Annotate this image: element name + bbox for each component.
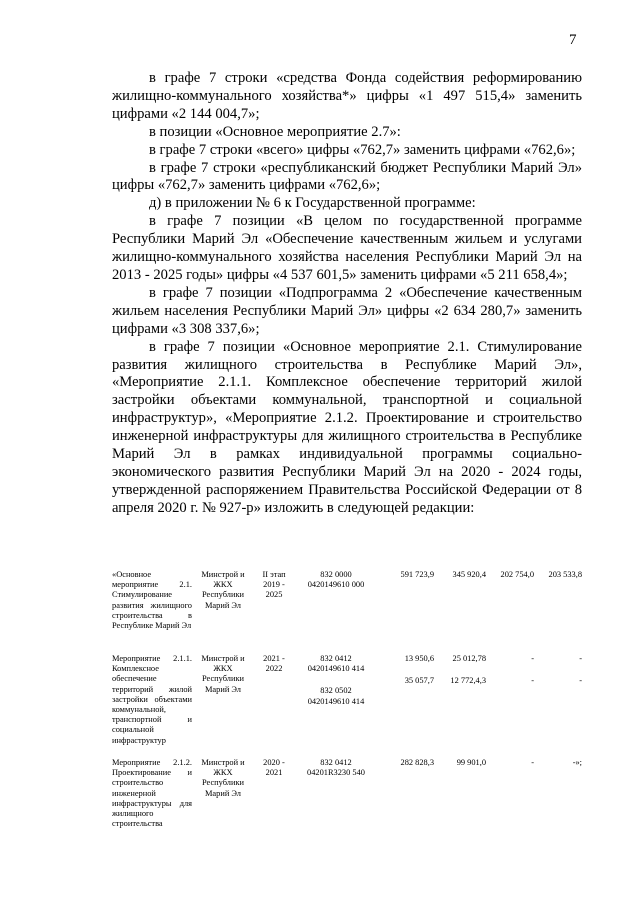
table-cell-executor: Минстрой и ЖКХ Республики Марий Эл xyxy=(201,758,245,798)
table-cell-value: -»; xyxy=(572,758,582,767)
table-row xyxy=(112,570,582,654)
paragraph: в графе 7 строки «республиканский бюджет Республики Марий Эл» цифры «762,7» заменить цифрами «762,6»; xyxy=(112,159,582,194)
value: - xyxy=(579,654,582,663)
paragraph: в графе 7 позиции «В целом по государственной программе Республики Марий Эл «Обеспечение качественным жильем и услугами жилищно-коммунального хозяйства населения Республики Марий Эл на 2013 - 2025 годы» цифры «4 537 601,5» заменить цифрами «5 211 658,4»; xyxy=(112,213,582,283)
table-cell-executor: Минстрой и ЖКХ Республики Марий Эл xyxy=(201,654,245,694)
table-cell-value xyxy=(534,654,582,686)
table-cell-value: 345 920,4 xyxy=(452,570,486,579)
paragraph: в графе 7 строки «всего» цифры «762,7» заменить цифрами «762,6»; xyxy=(149,141,576,158)
paragraph: в графе 7 позиции «Подпрограмма 2 «Обеспечение качественным жильем населения Республики Марий Эл» цифры «2 634 280,7» заменить цифрами «3 308 337,6»; xyxy=(112,284,582,337)
budget-code: 832 0412 xyxy=(320,758,352,767)
table-cell-value: 203 533,8 xyxy=(548,570,582,579)
value: 25 012,78 xyxy=(452,654,486,663)
funding-table xyxy=(112,570,582,834)
table-cell-period: 2020 - 2021 xyxy=(263,758,285,778)
table-cell-code xyxy=(294,570,378,590)
table-cell-value: 99 901,0 xyxy=(456,758,486,767)
table-cell-value: 202 754,0 xyxy=(500,570,534,579)
table-cell-period: II этап 2019 - 2025 xyxy=(262,570,286,600)
table-cell-value: 591 723,9 xyxy=(400,570,434,579)
table-cell-executor: Минстрой и ЖКХ Республики Марий Эл xyxy=(201,570,245,610)
budget-code-detail: 0420149610 414 xyxy=(307,664,365,674)
budget-code: 832 0412 xyxy=(320,654,352,663)
value: - xyxy=(579,676,582,686)
table-cell-name: Мероприятие 2.1.1. Комплексное обеспечение территорий жилой застройки объектами коммунальной, транспортной и социальной инфраструктур xyxy=(112,654,192,745)
table-cell-value xyxy=(378,654,434,686)
table-cell-code xyxy=(294,758,378,778)
table-cell-name: Мероприятие 2.1.2. Проектирование и строительство инженерной инфраструктуры для жилищного строительства xyxy=(112,758,192,829)
budget-code-detail: 0420149610 414 xyxy=(307,696,365,706)
document-body xyxy=(112,70,582,518)
table-cell-period: 2021 - 2022 xyxy=(263,654,285,674)
paragraph: в позиции «Основное мероприятие 2.7»: xyxy=(149,123,401,140)
paragraph: д) в приложении № 6 к Государственной программе: xyxy=(149,195,476,212)
value: - xyxy=(531,654,534,663)
budget-code: 832 0502 xyxy=(320,686,352,696)
code-block xyxy=(294,686,378,706)
table-cell-value: - xyxy=(531,758,534,767)
value: 35 057,7 xyxy=(404,676,434,686)
value: 12 772,4,3 xyxy=(450,676,486,686)
paragraph: в графе 7 строки «средства Фонда содействия реформированию жилищно-коммунального хозяйства*» цифры «1 497 515,4» заменить цифрами «2 144 004,7»; xyxy=(112,70,582,122)
value: - xyxy=(531,676,534,686)
value: 13 950,6 xyxy=(404,654,434,663)
table-cell-code xyxy=(294,654,378,707)
budget-code-detail: 04201R3230 540 xyxy=(307,768,365,778)
table-cell-name: «Основное мероприятие 2.1. Стимулирование развития жилищного строительства в Республике Марий Эл xyxy=(112,570,192,631)
budget-code: 832 0000 xyxy=(320,570,352,579)
code-block xyxy=(294,654,378,674)
table-cell-value xyxy=(434,654,486,686)
paragraph: в графе 7 позиции «Основное мероприятие 2.1. Стимулирование развития жилищного строительства в Республике Марий Эл», «Мероприятие 2.1.1. Комплексное обеспечение территорий жилой застройки объектами коммунальной, транспортной и социальной инфраструктур», «Мероприятие 2.1.2. Проектирование и строительство инженерной инфраструктуры для жилищного строительства в Республике Марий Эл в рамках индивидуальной программы социально-экономического развития Республики Марий Эл на 2020 - 2024 годы, утвержденной распоряжением Правительства Российской Федерации от 8 апреля 2020 г. № 927-р» изложить в следующей редакции: xyxy=(112,338,582,516)
table-row xyxy=(112,758,582,834)
table-cell-value xyxy=(486,654,534,686)
table-cell-value: 282 828,3 xyxy=(400,758,434,767)
page-number: 7 xyxy=(569,32,577,48)
table-row xyxy=(112,654,582,758)
budget-code-detail: 0420149610 000 xyxy=(307,580,365,590)
